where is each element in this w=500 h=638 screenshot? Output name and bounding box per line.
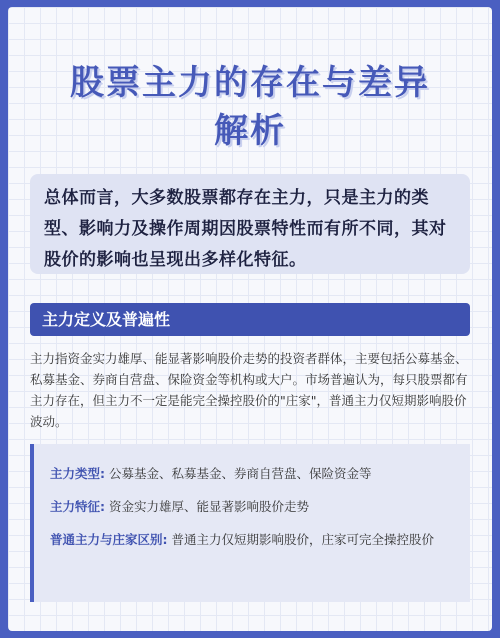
summary-box: 总体而言，大多数股票都存在主力，只是主力的类型、影响力及操作周期因股票特性而有所不同，其对股价的影响也呈现出多样化特征。 [30, 174, 470, 274]
info-item-difference [50, 529, 458, 550]
info-text: 普通主力仅短期影响股价，庄家可完全操控股价 [171, 532, 434, 547]
info-box [30, 444, 470, 602]
poster-card [8, 7, 492, 631]
info-text: 资金实力雄厚、能显著影响股价走势 [108, 499, 309, 514]
info-label: 普通主力与庄家区别: [50, 532, 168, 547]
definition-paragraph: 主力指资金实力雄厚、能显著影响股价走势的投资者群体，主要包括公募基金、私募基金、券商自营盘、保险资金等机构或大户。市场普遍认为，每只股票都有主力存在，但主力不一定是能完全操控股价的"庄家"，普通主力仅短期影响股价波动。 [30, 351, 468, 429]
title-line-1: 股票主力的存在与差异 [70, 63, 430, 103]
info-label: 主力类型: [50, 466, 105, 481]
info-label: 主力特征: [50, 499, 105, 514]
info-item-type [50, 463, 458, 484]
title-line-2: 解析 [214, 111, 286, 151]
page-title [8, 59, 492, 155]
section-heading: 主力定义及普遍性 [30, 303, 470, 336]
info-text: 公募基金、私募基金、券商自营盘、保险资金等 [108, 466, 372, 481]
info-item-feature [50, 496, 458, 517]
